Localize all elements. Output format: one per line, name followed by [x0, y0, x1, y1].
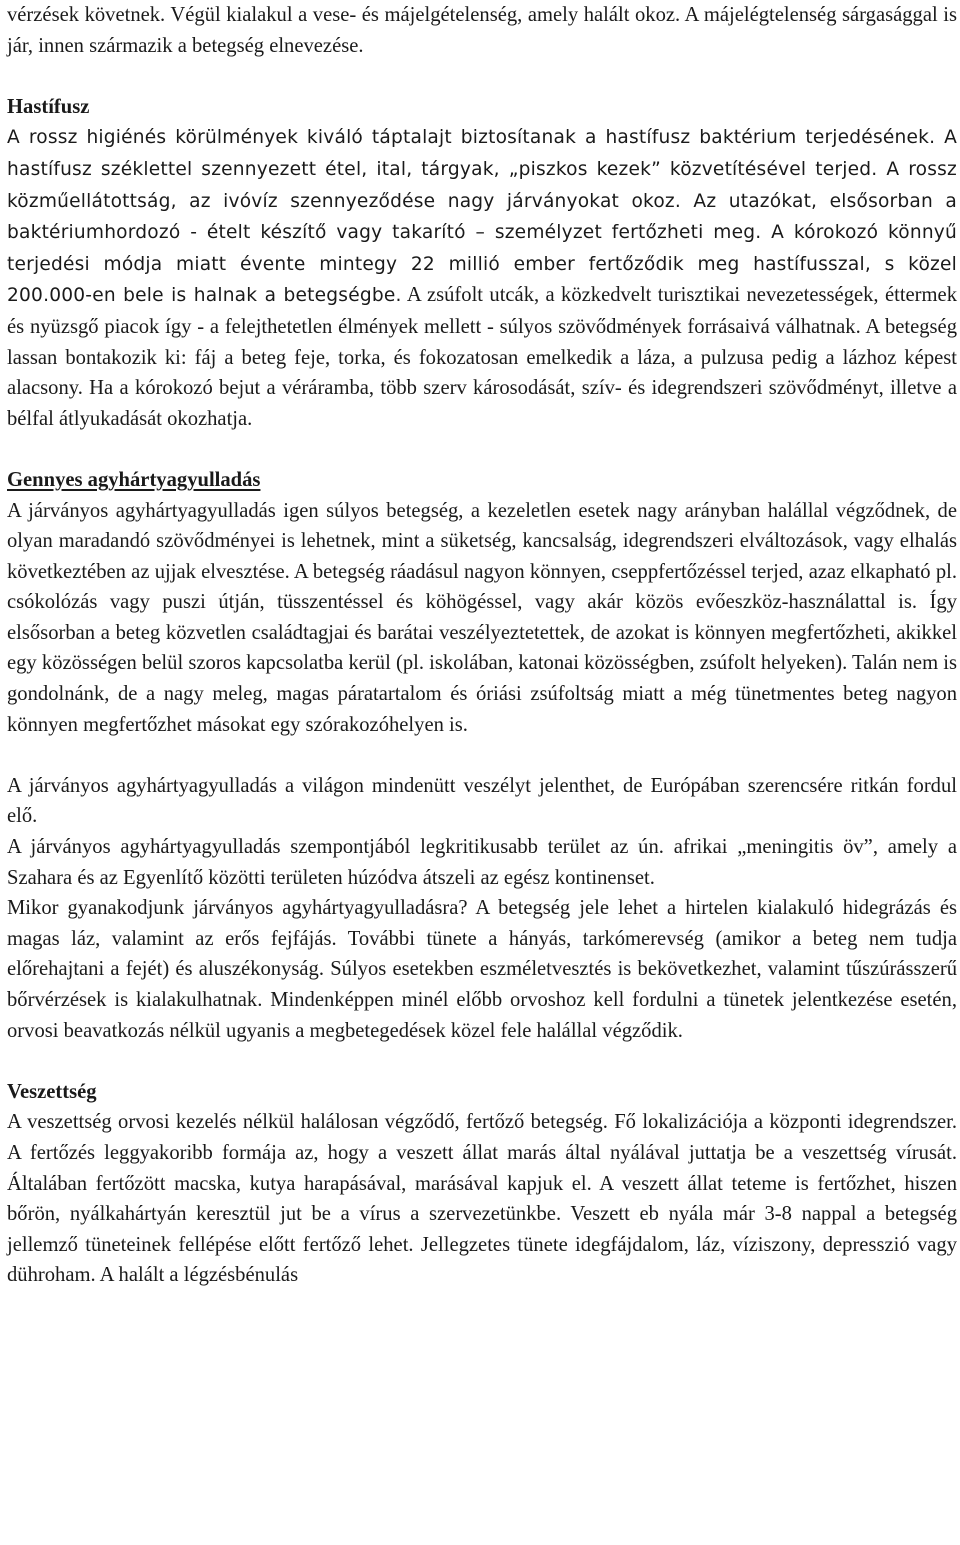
typhoid-text-serif: A zsúfolt utcák, a közkedvelt turisztikai nevezetességek, éttermek és nyüzsgő piacok így - a felejthetetlen élmények mellett - súlyos szövődmények forrásaivá válhatnak. A betegség lassan bontakozik ki: fáj a beteg feje, torka, és fokozatosan emelkedik a láza, a pulzusa pedig a lázhoz képest alacsony. Ha a kórokozó bejut a véráramba, több szerv károsodását, szív- és idegrendszeri szövődményt, illetve a bélfal átlyukadását okozhatja. — [7, 284, 957, 430]
section-title-meningitis: Gennyes agyhártyagyulladás — [7, 468, 261, 491]
spacer — [7, 1046, 957, 1077]
spacer — [7, 434, 957, 465]
document-page — [7, 0, 957, 1291]
meningitis-paragraph-2: A járványos agyhártyagyulladás a világon mindenütt veszélyt jelenthet, de Európában szerencsére ritkán fordul elő. — [7, 774, 957, 828]
rabies-paragraph-1: A veszettség orvosi kezelés nélkül halálosan végződő, fertőző betegség. Fő lokalizációja a központi idegrendszer. A fertőzés leggyakoribb formája az, hogy a veszett állat marás által nyálával juttatja be a veszettség vírusát. Általában fertőzött macska, kutya harapásával, marásával kapjuk el. A veszett állat teteme is fertőzhet, hiszen bőrön, nyálkahártyán keresztül jut be a vírus a szervezetünkbe. Veszett eb nyála már 3-8 nappal a betegség jellemző tüneteinek fellépése előtt fertőző lehet. Jellegzetes tünete idegfájdalom, láz, víziszony, depresszió vagy dühroham. A halált a légzésbénulás — [7, 1111, 957, 1287]
typhoid-text-sans: A rossz higiénés körülmények kiváló táptalajt biztosítanak a hastífusz baktérium terjedésének. A hastífusz széklettel szennyezett étel, ital, tárgyak, „piszkos kezek” közvetítésével terjed. A rossz közműellátottság, az ivóvíz szennyeződése nagy járványokat okoz. Az utazókat, elsősorban a baktériumhordozó - ételt készítő vagy takarító – személyzet fertőzheti meg. A kórokozó könnyű terjedési módja miatt évente mintegy 22 millió ember fertőződik meg hastífusszal, s közel 200.000-en bele is halnak a betegségbe. — [7, 127, 957, 307]
typhoid-paragraph — [7, 122, 957, 434]
section-title-typhoid: Hastífusz — [7, 95, 90, 118]
meningitis-paragraph-1: A járványos agyhártyagyulladás igen súlyos betegség, a kezeletlen esetek nagy arányban halállal végződnek, de olyan maradandó szövődményei is lehetnek, mint a süketség, kancsalság, idegrendszeri elváltozások, vagy elhalás következtében az ujjak elvesztése. A betegség ráadásul nagyon könnyen, cseppfertőzéssel terjed, azaz elkapható pl. csókolózás vagy puszi útján, tüsszentéssel és köhögéssel, vagy akár közös evőeszköz-használattal is. Így elsősorban a beteg közvetlen családtagjai és barátai veszélyeztetettek, de azokat is könnyen megfertőzheti, akikkel egy közösségen belül szoros kapcsolatba kerül (pl. iskolában, katonai közösségben, zsúfolt helyeken). Talán nem is gondolnánk, de a nagy meleg, magas páratartalom és óriási zsúfoltság miatt a még tünetmentes beteg nagyon könnyen megfertőzhet másokat egy szórakozóhelyen is. — [7, 499, 957, 736]
intro-paragraph: vérzések követnek. Végül kialakul a vese- és májelgételenség, amely halált okoz. A májelégtelenség sárgasággal is jár, innen származik a betegség elnevezése. — [7, 4, 957, 57]
meningitis-paragraph-4: Mikor gyanakodjunk járványos agyhártyagyulladásra? A betegség jele lehet a hirtelen kialakuló hidegrázás és magas láz, valamint az erős fejfájás. További tünete a hányás, tarkómerevség (amikor a beteg nem tudja előrehajtani a fejét) és aluszékonyság. Súlyos esetekben eszméletvesztés is bekövetkezhet, valamint tűszúrásszerű bőrvérzések is kialakulhatnak. Mindenképpen minél előbb orvoshoz kell fordulni a tünetek jelentkezése esetén, orvosi beavatkozás nélkül ugyanis a megbetegedések közel fele halállal végződik. — [7, 897, 957, 1042]
spacer — [7, 61, 957, 92]
spacer — [7, 740, 957, 771]
section-title-rabies: Veszettség — [7, 1080, 97, 1103]
meningitis-paragraph-3: A járványos agyhártyagyulladás szempontjából legkritikusabb terület az ún. afrikai „meningitis öv”, amely a Szahara és az Egyenlítő közötti területen húzódva átszeli az egész kontinenset. — [7, 836, 957, 889]
